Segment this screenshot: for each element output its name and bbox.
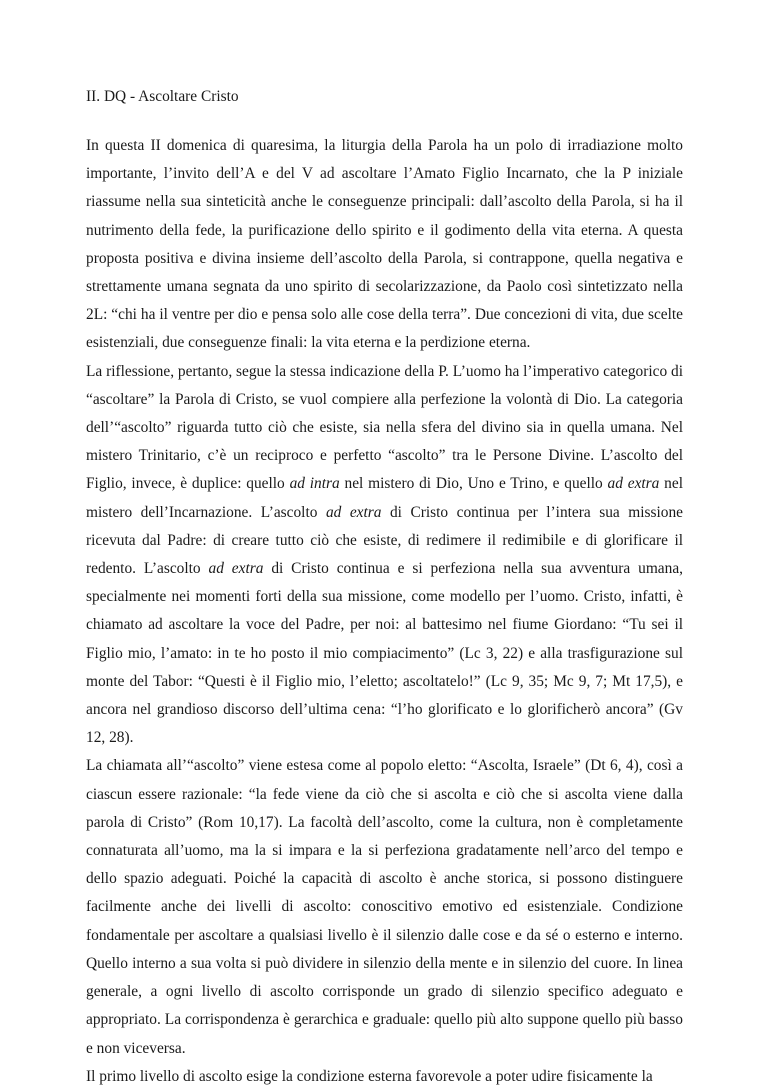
text-run: In questa II domenica di quaresima, la liturgia della Parola ha un polo di irradiazione molto importante, l’invito dell’A e del V ad ascoltare l’Amato Figlio Incarnato, che la P iniziale riassume nella sua sinteticità anche le conseguenze principali: dall’ascolto della Parola, si ha il nutrimento della fede, la purificazione dello spirito e il godimento della vita eterna. A questa proposta positiva e divina insieme dell’ascolto della Parola, si contrappone, quella negativa e strettamente umana segnata da uno spirito di secolarizzazione, da Paolo così sintetizzato nella 2L: “chi ha il ventre per dio e pensa solo alle cose della terra”. Due concezioni di vita, due scelte esistenziali, due conseguenze finali: la vita eterna e la perdizione eterna.: [86, 137, 683, 352]
text-run: di Cristo continua e si perfeziona nella sua avventura umana, specialmente nei momenti forti della sua missione, come modello per l’uomo. Cristo, infatti, è chiamato ad ascoltare la voce del Padre, per noi: al battesimo nel fiume Giordano: “Tu sei il Figlio mio, l’amato: in te ho posto il mio compiacimento” (Lc 3, 22) e alla trasfigurazione sul monte del Tabor: “Questi è il Figlio mio, l’eletto; ascoltatelo!” (Lc 9, 35; Mc 9, 7; Mt 17,5), e ancora nel grandioso discorso dell’ultima cena: “l’ho glorificato e lo glorificherò ancora” (Gv 12, 28).: [86, 560, 683, 747]
italic-run: ad extra: [208, 560, 264, 578]
paragraph-1: [86, 132, 683, 358]
text-run: La riflessione, pertanto, segue la stessa indicazione della P. L’uomo ha l’imperativo categorico di “ascoltare” la Parola di Cristo, se vuol compiere alla perfezione la volontà di Dio. La categoria dell’“ascolto” riguarda tutto ciò che esiste, sia nella sfera del divino sia in quella umana. Nel mistero Trinitario, c’è un reciproco e perfetto “ascolto” tra le Persone Divine. L’ascolto del Figlio, invece, è duplice: quello: [86, 362, 683, 493]
paragraph-4: [86, 1063, 683, 1091]
italic-run: ad intra: [289, 475, 340, 493]
italic-run: ad extra: [325, 503, 382, 521]
document-body: [86, 132, 683, 1091]
text-run: nel mistero di Dio, Uno e Trino, e quello: [339, 475, 608, 493]
text-run: nel mistero dell’Incarnazione. L’ascolto: [86, 475, 683, 521]
text-run: di Cristo continua per l’intera sua missione ricevuta dal Padre: di creare tutto ciò che esiste, di redimere il redimibile e di glorificare il redento. L’ascolto: [86, 503, 683, 578]
paragraph-2: [86, 358, 683, 753]
text-run: Il primo livello di ascolto esige la condizione esterna favorevole a poter udire fisicamente la: [86, 1067, 653, 1085]
italic-run: ad extra: [607, 475, 660, 493]
document-title: II. DQ - Ascoltare Cristo: [86, 88, 239, 105]
paragraph-3: [86, 752, 683, 1062]
text-run: La chiamata all’“ascolto” viene estesa come al popolo eletto: “Ascolta, Israele” (Dt 6, 4), così a ciascun essere razionale: “la fede viene da ciò che si ascolta e ciò che si ascolta viene dalla parola di Cristo” (Rom 10,17). La facoltà dell’ascolto, come la cultura, non è completamente connaturata all’uomo, ma la si impara e la si perfeziona gradatamente nell’arco del tempo e dello spazio adeguati. Poiché la capacità di ascolto è anche storica, si possono distinguere facilmente anche dei livelli di ascolto: conoscitivo emotivo ed esistenziale. Condizione fondamentale per ascoltare a qualsiasi livello è il silenzio dalle cose e da sé o esterno e interno. Quello interno a sua volta si può dividere in silenzio della mente e in silenzio del cuore. In linea generale, a ogni livello di ascolto corrisponde un grado di silenzio specifico adeguato e appropriato. La corrispondenza è gerarchica e graduale: quello più alto suppone quello più basso e non viceversa.: [86, 757, 683, 1057]
document-page: [86, 84, 683, 1091]
